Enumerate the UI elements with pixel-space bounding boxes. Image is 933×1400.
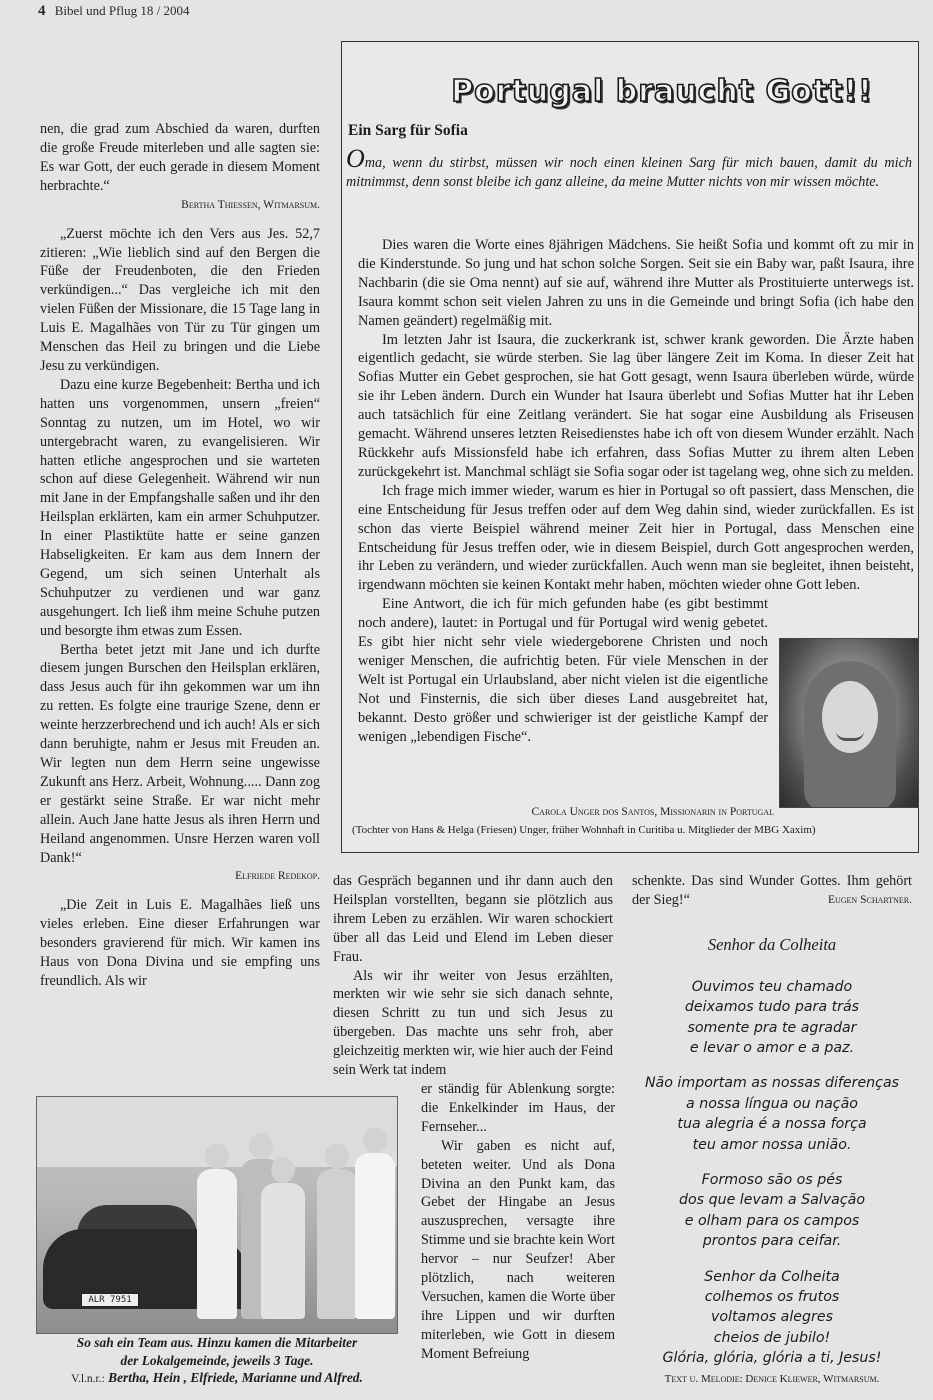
signature: Bertha Thiessen, Witmarsum. [181,198,320,211]
poem-line: e olham para os campos [684,1212,860,1229]
paragraph [632,872,912,910]
paragraph: Ich frage mich immer wieder, warum es hier in Portugal so oft passiert, dass Menschen, die eine Entscheidung für Jesus treffen oder auf dem Weg dahin sind, wieder zurückfallen. Es ist schon das vierte Beispiel während meiner Zeit hier in Portugal, dass Menschen eine Entscheidung für Jesus treffen oder, wie in diesem Beispiel, durch Gott angesprochen werden, ihr Leben zu verändern, und wieder zurückfallen. Auch wenn man sie begleitet, ihnen beisteht, irgendwann möchten sie keinen Kontakt mehr haben, möchten wieder ohne Gott leben. [358,482,914,594]
article-title: Portugal braucht Gott!! [451,74,873,109]
poem-line: deixamos tudo para trás [684,999,860,1016]
left-column [40,120,320,1003]
paragraph: Dies waren die Worte eines 8jährigen Mädchens. Sie heißt Sofia und kommt oft zu mir in die Kinderstunde. So jung und hat schon solche Sorgen. Seit sie ein Baby war, paßt Isaura, ihre Nachbarin (die sie Oma nennt) auf sie auf, während ihre Mutter als Prostituierte unterwegs ist. Isaura kommt schon seit vielen Jahren zu uns in die Gemeinde und bringt Sofia (ich habe den Namen geändert) regelmäßig mit. [358,237,914,329]
poem-stanza [632,1073,912,1155]
publication-name: Bibel und Pflug 18 / 2004 [54,3,190,18]
article-subtitle: Ein Sarg für Sofia [348,122,468,139]
page-header [38,3,189,20]
poem [632,977,912,1369]
signature: Eugen Schartner. [827,893,912,906]
photo-caption [36,1334,398,1389]
intro-text: ma, wenn du stirbst, müssen wir noch einen kleinen Sarg für mich bauen, damit du mich mitnimmst, denn sonst bleibe ich ganz alleine, da meine Mutter nichts von mir wissen möchte. [346,155,912,190]
paragraph: Eine Antwort, die ich für mich gefunden habe (es gibt bestimmt noch andere), lautet: in Portugal und für Portugal wird wenig gebetet. Es gibt hier nicht sehr viele wiedergeborene Christen und noch weniger Menschen, die aufrichtig beten. Für viele Menschen in der Welt ist Portugal ein Urlaubsland, aber nicht vielen ist die eigentliche Not und Finsternis, die sich über dieses Land ausgebreitet hat, bekannt. Desto größer und schwieriger ist der geistliche Kampf der wenigen „lebendigen Fische“. [358,596,768,745]
poem-line: prontos para ceifar. [702,1233,842,1250]
paragraph: Als wir ihr weiter von Jesus erzählten, merkten wir wie sehr sie sich danach sehnte, diesen Schritt zu tun und sich Jesus zu übergeben. Das machte uns sehr froh, aber gleichzeitig merkten wir, wie hier auch der Feind sein Werk tat indem [333,967,613,1079]
poem-line: teu amor nossa união. [692,1136,852,1153]
caption-names: Bertha, Hein , Elfriede, Marianne und Alfred. [108,1370,363,1385]
caption-line: So sah ein Team aus. Hinzu kamen die Mitarbeiter [76,1335,358,1350]
person-figure [317,1169,357,1319]
poem-line: Senhor da Colheita [704,1268,840,1285]
poem-line: Glória, glória, glória a ti, Jesus! [662,1350,882,1367]
paragraph: Bertha betet jetzt mit Jane und ich durfte diesem jungen Burschen den Heilsplan erklären, dass Jesus auch für ihn gekommen war um ihn zu retten. Es folgte eine traurige Szene, denn er weinte herzzerbrechend und ich auch! Als er sich dann beruhigte, nahm er Jesus mit Freuden an. Wir legten nun dem Herrn seine ungewisse Zukunft ans Herz. Arbeit, Wohnung..... Dann zog er gestärkt seine Straße. Er war nicht mehr allein. Auch Jane hatte Jesus als ihren Herrn und Heiland angenommen. Unsre Herzen waren voll Dank!“ [40,641,320,866]
poem-stanza [632,977,912,1059]
poem-line: dos que levam a Salvação [678,1192,866,1209]
page-number: 4 [38,3,46,19]
poem-stanza [632,1170,912,1252]
author-note: (Tochter von Hans & Helga (Friesen) Unger, früher Wohnhaft in Curitiba u. Mitglieder der MBG Xaxim) [352,824,816,836]
signature: Elfriede Redekop. [235,870,320,883]
poem-credit: Text u. Melodie: Denice Kliewer, Witmarsum. [664,1372,880,1385]
paragraph: das Gespräch begannen und ihr dann auch den Heilsplan vorstellten, begann sie plötzlich aus ihrem Leben zu erzählen. Wir waren schockiert über all das Leid und Elend im Leben dieser Frau. [333,873,613,965]
paragraph: Wir gaben es nicht auf, beteten weiter. Und als Dona Divina an den Punkt kam, das Gebet der Hingabe an Jesus auszusprechen, versagte ihre Stimme und sie brachte kein Wort hervor – nur Seufzer! Aber plötzlich, nach weiteren Versuchen, kamen die Worte über ihre Lippen und wir durften miterleben, wie Gott in diesem Moment Befreiung [421,1137,615,1362]
poem-line: a nossa língua ou nação [686,1095,858,1112]
person-figure [261,1183,305,1319]
poem-line: cheios de jubilo! [713,1329,831,1346]
paragraph: nen, die grad zum Abschied da waren, durften die große Freude miterleben und alle sagten sie: Es war Gott, der euch gerade in diesem Moment herbrachte.“ [40,121,320,194]
poem-line: tua alegria é a nossa força [677,1116,867,1133]
poem-line: Não importam as nossas diferenças [644,1075,900,1092]
poem-line: Formoso são os pés [701,1171,843,1188]
right-column [632,872,912,1389]
paragraph: er ständig für Ablenkung sorgte: die Enkelkinder im Haus, der Fernseher... [421,1080,615,1135]
poem-line: somente pra te agradar [687,1019,857,1036]
author-portrait [779,638,919,808]
paragraph: Im letzten Jahr ist Isaura, die zuckerkrank ist, schwer krank geworden. Die Ärzte haben eigentlich gedacht, sie würde sterben. Sie lag über längere Zeit im Koma. In dieser Zeit hat Sofias Mutter ein Gebet gesprochen, sie hat Gott gesagt, wenn Isaura überleben würde, würde sie ihr Leben ändern. Durch ein Wunder hat Isaura überlebt und Sofias Mutter hat ihr Leben auch tatsächlich für eine Zeitlang verändert. Sie hat sogar eine Ausbildung als Friseusen gemacht. Während unseres letzten Reisedienstes habe ich oft von diesem Wunder erzählt. Nach Rückkehr aufs Missionsfeld habe ich erfahren, dass Sofias Mutter zu ihrem alten Leben zurückgekehrt ist. Manchmal schlägt sie Sofia sogar oder ist tagelang weg, ohne sich zu melden. [358,331,914,480]
poem-line: voltamos alegres [710,1309,833,1326]
poem-line: e levar o amor e a paz. [689,1039,855,1056]
poem-title: Senhor da Colheita [707,934,837,954]
team-photo [36,1096,398,1334]
caption-line: der Lokalgemeinde, jeweils 3 Tage. [120,1352,314,1368]
paragraph: „Die Zeit in Luis E. Magalhães ließ uns vieles erleben. Eine dieser Erfahrungen war besonders gravierend für mich. Wir kamen ins Haus von Dona Divina und sie empfing uns freundlich. Als wir [40,897,320,990]
article-box [341,41,919,853]
article-intro [346,144,912,191]
author-signature: Carola Unger dos Santos, Missionarin in Portugal [531,806,774,818]
poem-line: Ouvimos teu chamado [691,978,853,995]
person-figure [197,1169,237,1319]
person-figure [355,1153,395,1319]
paragraph: „Zuerst möchte ich den Vers aus Jes. 52,7 zitieren: „Wie lieblich sind auf den Bergen die Füße der Freudenboten, die den Frieden verkündigen...“ Das vergleiche ich mit den vielen Füßen der Missionare, die 15 Tage lang in Luis E. Magalhães von Tür zu Tür gingen um Menschen das Heil zu bringen und die Liebe Jesu zu verkündigen. [40,225,320,374]
poem-stanza [632,1267,912,1369]
license-plate: ALR 7951 [81,1293,139,1307]
paragraph: Dazu eine kurze Begebenheit: Bertha und ich hatten uns vorgenommen, unsern „freien“ Sonntag zu nutzen, um im Hotel, wo wir untergebracht waren, zu evangelisieren. Wir hatten etliche angesprochen und sie warteten schon auf diese Gelegenheit. Während wir nun mit Jane in der Empfangshalle saßen und ihr den Heilsplan erklärten, kam ein armer Schuhputzer. In einer Plastiktüte hatte er seine ganzen Habseligkeiten. Er kam aus dem Innern der Gegend, um sich seinen Unterhalt als Schuhputzer zu verdienen und war ganz ausgehungert. Ich ließ ihm meine Schuhe putzen und besorgte ihm etwas zum Essen. [40,376,320,639]
portrait-face [822,681,878,753]
drop-cap: O [346,144,365,173]
wrapped-text [421,1080,615,1364]
poem-line: colhemos os frutos [704,1289,840,1305]
paragraph-text: schenkte. Das sind Wunder Gottes. Ihm gehört der Sieg!“ [632,873,912,908]
caption-prefix: V.l.n.r.: [71,1373,105,1385]
